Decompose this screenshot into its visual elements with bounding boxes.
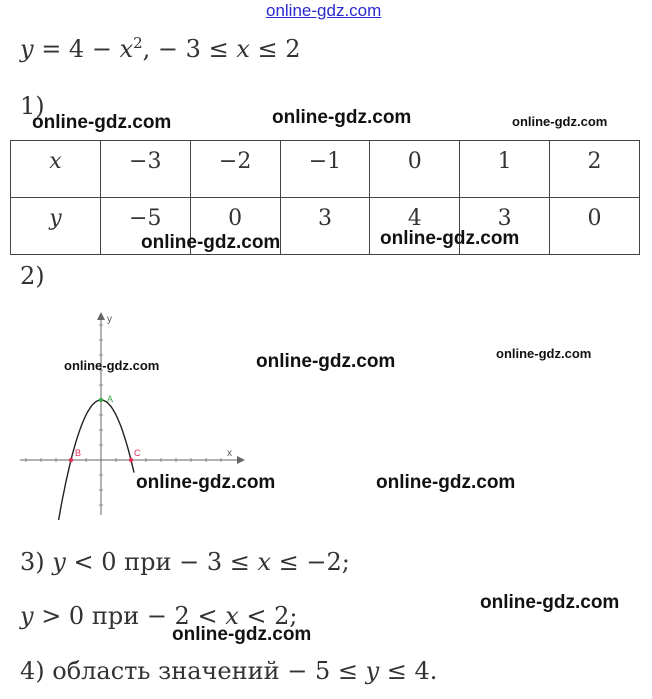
point-b-label: B: [75, 448, 82, 458]
watermark: online-gdz.com: [376, 472, 516, 493]
step-1-label: 1): [20, 92, 45, 120]
var-x2: x: [236, 35, 250, 63]
table-row-x: [11, 141, 640, 198]
x-axis-label: x: [227, 448, 232, 459]
watermark: online-gdz.com: [32, 112, 172, 133]
table-row-y: [11, 198, 640, 255]
answer-4-y: y: [365, 657, 380, 685]
answer-3b-x: x: [225, 602, 239, 630]
function-definition: [20, 34, 301, 63]
point-c: [129, 458, 133, 462]
watermark: online-gdz.com: [141, 232, 281, 253]
answer-3-y: y: [52, 548, 66, 576]
watermark: online-gdz.com: [380, 228, 520, 249]
table-cell: 0: [190, 198, 280, 255]
watermark: online-gdz.com: [272, 107, 412, 128]
y-axis-label: y: [107, 314, 112, 325]
table-cell: 3: [460, 198, 550, 255]
eq-text: = 4 −: [33, 35, 120, 63]
table-cell: 0: [550, 198, 640, 255]
answer-4: [20, 657, 437, 685]
table-cell: x: [11, 141, 101, 198]
answer-3b-tail: < 2;: [238, 602, 298, 630]
y-axis: [97, 312, 105, 515]
table-cell: −5: [100, 198, 190, 255]
point-a-label: A: [107, 394, 114, 404]
answer-3-x: x: [257, 548, 271, 576]
answer-3-tail: ≤ −2;: [271, 548, 350, 576]
table-cell: 1: [460, 141, 550, 198]
domain-tail: ≤ 2: [249, 35, 301, 63]
table-cell: 2: [550, 141, 640, 198]
var-y: y: [20, 35, 34, 63]
table-cell: y: [11, 198, 101, 255]
value-table: [10, 140, 640, 255]
answer-3-num: 3): [20, 548, 53, 576]
answer-4-tail: ≤ 4.: [379, 657, 438, 685]
answer-3-text: < 0 при − 3 ≤: [65, 548, 258, 576]
table-cell: −1: [280, 141, 370, 198]
watermark: online-gdz.com: [172, 624, 312, 645]
table-cell: 0: [370, 141, 460, 198]
answer-3b-text: > 0 при − 2 <: [33, 602, 226, 630]
var-x: x: [119, 35, 134, 63]
domain-text: , − 3 ≤: [142, 35, 237, 63]
watermark: online-gdz.com: [496, 346, 592, 361]
point-b: [69, 458, 73, 462]
watermark: online-gdz.com: [512, 114, 608, 129]
watermark: online-gdz.com: [64, 358, 160, 373]
table-cell: 3: [280, 198, 370, 255]
table-cell: −3: [100, 141, 190, 198]
point-c-label: C: [134, 448, 141, 458]
answer-3b-y: y: [20, 602, 34, 630]
point-a: [99, 398, 103, 402]
answer-4-text: 4) область значений − 5 ≤: [20, 657, 366, 685]
table-cell: −2: [190, 141, 280, 198]
watermark: online-gdz.com: [136, 472, 276, 493]
watermark: online-gdz.com: [256, 351, 396, 372]
watermark: online-gdz.com: [480, 592, 620, 613]
table-cell: 4: [370, 198, 460, 255]
answer-3: [20, 548, 350, 576]
step-2-label: 2): [20, 262, 45, 290]
exponent: 2: [133, 34, 143, 52]
watermark-top[interactable]: online-gdz.com: [266, 1, 382, 20]
